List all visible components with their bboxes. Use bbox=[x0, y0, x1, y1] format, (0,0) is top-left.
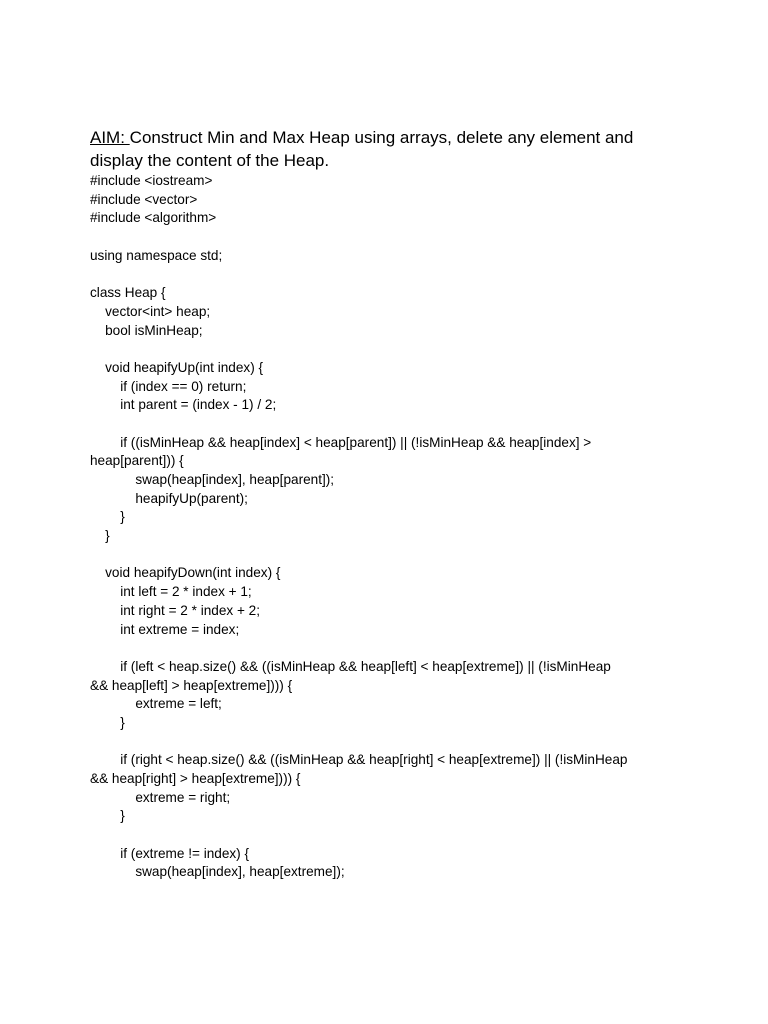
code-line: if ((isMinHeap && heap[index] < heap[parent]) || (!isMinHeap && heap[index] > bbox=[90, 434, 592, 450]
code-line: swap(heap[index], heap[parent]); bbox=[90, 472, 335, 487]
code-line bbox=[90, 228, 690, 247]
code-line: if (right < heap.size() && ((isMinHeap && heap[right] < heap[extreme]) || (!isMinHeap bbox=[90, 752, 628, 768]
code-line: } bbox=[90, 528, 110, 544]
code-line: if (extreme != index) { bbox=[90, 845, 250, 861]
code-line: #include <algorithm> bbox=[90, 210, 217, 226]
code-line: heap[parent])) { bbox=[90, 453, 184, 469]
code-line: && heap[right] > heap[extreme]))) { bbox=[90, 771, 301, 786]
code-line: void heapifyDown(int index) { bbox=[90, 565, 281, 581]
aim-text: Construct Min and Max Heap using arrays, delete any element and display the content of the Heap. bbox=[90, 128, 634, 170]
code-line: if (left < heap.size() && ((isMinHeap && heap[left] < heap[extreme]) || (!isMinHeap bbox=[90, 658, 611, 674]
code-line: vector<int> heap; bbox=[90, 303, 211, 319]
code-line: int left = 2 * index + 1; bbox=[90, 584, 252, 600]
code-line: heapifyUp(parent); bbox=[90, 490, 248, 506]
code-line: class Heap { bbox=[90, 285, 166, 301]
code-line: swap(heap[index], heap[extreme]); bbox=[90, 864, 345, 880]
code-line: } bbox=[90, 808, 125, 824]
code-line: void heapifyUp(int index) { bbox=[90, 359, 264, 375]
code-line bbox=[90, 415, 690, 434]
code-line: } bbox=[90, 509, 125, 525]
code-line bbox=[90, 826, 690, 845]
code-line: } bbox=[90, 714, 125, 730]
code-listing bbox=[90, 172, 690, 882]
code-line: #include <vector> bbox=[90, 191, 198, 207]
code-line bbox=[90, 265, 690, 284]
code-line: bool isMinHeap; bbox=[90, 322, 203, 338]
code-line: if (index == 0) return; bbox=[90, 378, 247, 394]
code-line: int extreme = index; bbox=[90, 621, 240, 637]
aim-heading bbox=[90, 127, 690, 172]
code-line: #include <iostream> bbox=[90, 173, 213, 188]
code-line bbox=[90, 733, 690, 752]
aim-label: AIM: bbox=[90, 128, 130, 147]
code-line: extreme = right; bbox=[90, 789, 231, 805]
code-line: int right = 2 * index + 2; bbox=[90, 602, 261, 618]
code-line: using namespace std; bbox=[90, 247, 223, 263]
code-line: int parent = (index - 1) / 2; bbox=[90, 397, 277, 413]
code-line bbox=[90, 340, 690, 359]
code-line bbox=[90, 546, 690, 565]
code-line: extreme = left; bbox=[90, 696, 222, 712]
code-line: && heap[left] > heap[extreme]))) { bbox=[90, 677, 293, 693]
code-line bbox=[90, 639, 690, 658]
